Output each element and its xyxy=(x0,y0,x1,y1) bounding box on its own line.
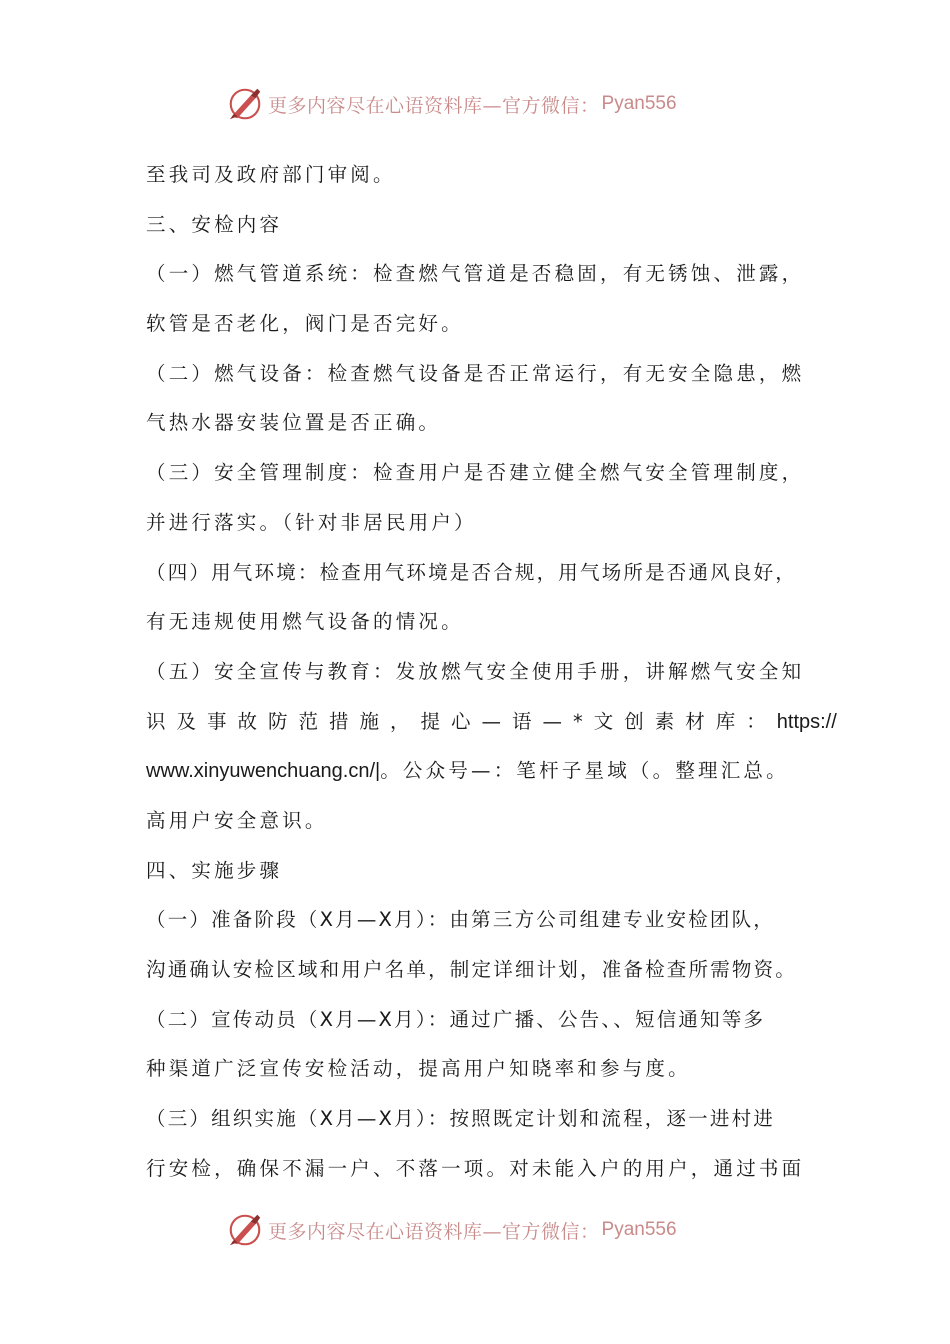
body-line: 气热水器安装位置是否正确。 xyxy=(146,411,442,435)
body-line: 沟通确认安检区域和用户名单，制定详细计划，准备检查所需物资。 xyxy=(146,958,798,981)
document-body xyxy=(146,150,837,1193)
body-line-with-link xyxy=(146,746,811,796)
pen-logo-icon xyxy=(226,85,264,123)
body-line: 有无违规使用燃气设备的情况。 xyxy=(146,610,464,634)
watermark-text: 更多内容尽在心语资料库—官方微信： xyxy=(268,94,600,117)
body-line: （二）宣传动员（X月—X月）：通过广播、公告、、短信通知等多 xyxy=(146,1007,766,1031)
watermark-wechat-id: Pyan556 xyxy=(601,93,677,114)
watermark-text: 更多内容尽在心语资料库—官方微信： xyxy=(268,1220,600,1243)
body-line: （三）安全管理制度：检查用户是否建立健全燃气安全管理制度， xyxy=(146,461,805,485)
url-fragment: https:// xyxy=(776,710,837,733)
pen-logo-icon xyxy=(226,1211,264,1249)
header-watermark xyxy=(226,84,677,124)
watermark-wechat-id: Pyan556 xyxy=(601,1219,677,1240)
body-line: （一）燃气管道系统：检查燃气管道是否稳固，有无锈蚀、泄露， xyxy=(146,262,805,286)
body-line: 种渠道广泛宣传安检活动，提高用户知晓率和参与度。 xyxy=(146,1057,691,1081)
section-heading: 三、安检内容 xyxy=(146,212,283,236)
body-line: 至我司及政府部门审阅。 xyxy=(146,163,396,186)
url-fragment: www.xinyuwenchuang.cn/| xyxy=(146,760,381,783)
body-line: （三）组织实施（X月—X月）：按照既定计划和流程，逐一进村进 xyxy=(146,1107,775,1131)
footer-watermark xyxy=(226,1210,677,1250)
body-line: （五）安全宣传与教育：发放燃气安全使用手册，讲解燃气安全知 xyxy=(146,659,805,683)
body-line: 并进行落实。（针对非居民用户） xyxy=(146,510,477,534)
body-line: （二）燃气设备：检查燃气设备是否正常运行，有无安全隐患，燃 xyxy=(146,361,805,385)
body-text: 识及事故防范措施，提心—语—*文创素材库： xyxy=(146,709,777,733)
body-line: （四）用气环境：检查用气环境是否合规，用气场所是否通风良好， xyxy=(146,560,798,584)
body-line-with-link xyxy=(146,697,837,747)
body-line: （一）准备阶段（X月—X月）：由第三方公司组建专业安检团队， xyxy=(146,908,775,932)
section-heading: 四、实施步骤 xyxy=(146,858,283,882)
body-text: 。公众号—：笔杆子星域（。整理汇总。 xyxy=(380,759,789,783)
body-line: 高用户安全意识。 xyxy=(146,808,328,832)
body-line: 行安检，确保不漏一户、不落一项。对未能入户的用户，通过书面 xyxy=(146,1156,805,1180)
body-line: 软管是否老化，阀门是否完好。 xyxy=(146,312,464,336)
